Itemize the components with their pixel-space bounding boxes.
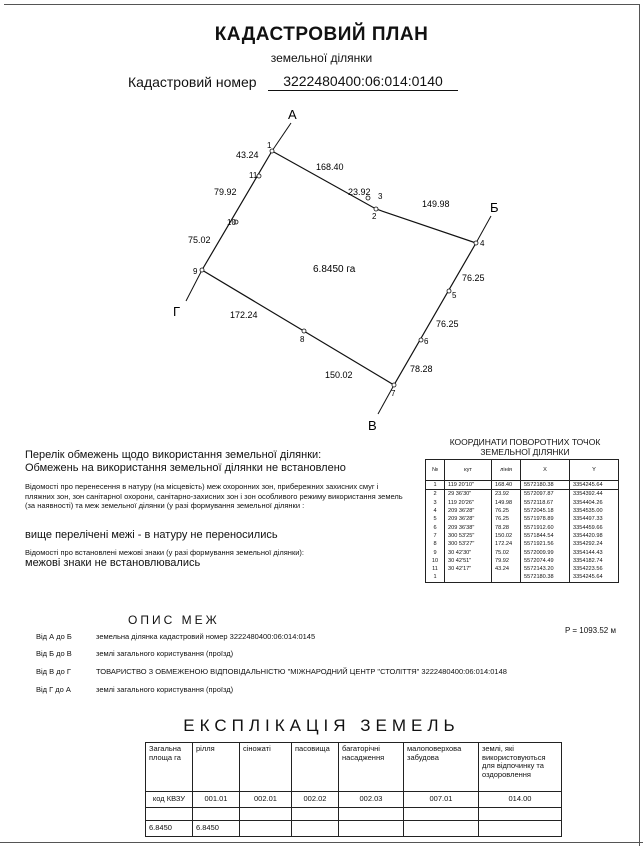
point-marker-8 — [302, 329, 306, 333]
coord-row — [426, 565, 619, 573]
coord-cell: 3 — [426, 499, 445, 507]
signs-value: межові знаки не встановлювались — [25, 557, 201, 569]
coord-cell: 149.98 — [492, 499, 521, 507]
point-marker-5 — [447, 289, 451, 293]
expl-code-label: код КВЗУ — [146, 792, 193, 808]
corner-a-pointer — [272, 123, 291, 151]
boundary-item — [36, 632, 315, 641]
coord-cell: 5572097.87 — [521, 490, 570, 499]
coord-cell: 209 36'38" — [445, 523, 492, 531]
segment-length: 172.24 — [230, 310, 258, 320]
expl-value — [292, 821, 339, 837]
expl-value — [479, 821, 562, 837]
coord-cell: 5572045.18 — [521, 507, 570, 515]
segment-length: 168.40 — [316, 162, 344, 172]
corner-label-b: Б — [490, 200, 499, 215]
boundary-text: землі загального користування (проїзд) — [96, 685, 234, 694]
coord-cell: 7 — [426, 532, 445, 540]
segment-length: 150.02 — [325, 370, 353, 380]
coord-cell: 3354420.98 — [570, 532, 619, 540]
point-marker-9 — [200, 268, 204, 272]
corner-label-a: А — [288, 107, 297, 122]
coord-cell: 79.92 — [492, 557, 521, 565]
boundary-item — [36, 667, 507, 676]
coord-cell: 3354245.64 — [570, 481, 619, 490]
coord-cell: 5 — [426, 515, 445, 523]
coord-cell: 119 20'26" — [445, 499, 492, 507]
coord-cell: 30 42'30" — [445, 548, 492, 556]
coord-header: X — [521, 460, 570, 481]
boundary-item — [36, 649, 233, 658]
coord-cell: 8 — [426, 540, 445, 548]
coord-cell: 78.28 — [492, 523, 521, 531]
coord-cell: 300 53'25" — [445, 532, 492, 540]
segment-length: 76.25 — [462, 273, 485, 283]
expl-code: 002.03 — [339, 792, 404, 808]
expl-value — [339, 821, 404, 837]
coord-cell: 5571912.60 — [521, 523, 570, 531]
boundary-text: земельна ділянка кадастровий номер 3222480400:06:014:0145 — [96, 632, 316, 641]
expl-header: сіножаті — [240, 743, 292, 792]
expl-value — [240, 821, 292, 837]
segment-length: 43.24 — [236, 150, 259, 160]
coord-header: № — [426, 460, 445, 481]
coord-row — [426, 523, 619, 531]
coord-row — [426, 481, 619, 490]
segment-length: 75.02 — [188, 235, 211, 245]
point-marker-4 — [474, 241, 478, 245]
point-label: 11 — [249, 171, 258, 180]
coord-cell: 5571921.56 — [521, 540, 570, 548]
coord-header: лінія — [492, 460, 521, 481]
boundary-text: землі загального користування (проїзд) — [96, 649, 234, 658]
expl-value: 6.8450 — [193, 821, 240, 837]
coord-cell: 3354292.24 — [570, 540, 619, 548]
point-label: 8 — [300, 335, 305, 344]
coord-cell: 23.92 — [492, 490, 521, 499]
document-title: КАДАСТРОВИЙ ПЛАН — [214, 24, 429, 45]
coord-cell: 5572143.20 — [521, 565, 570, 573]
coord-cell: 76.25 — [492, 507, 521, 515]
segment-length: 76.25 — [436, 319, 459, 329]
coord-row — [426, 515, 619, 523]
expl-code: 001.01 — [193, 792, 240, 808]
coord-row — [426, 507, 619, 515]
transfer-value: вище перелічені межі - в натуру не переносились — [25, 529, 278, 541]
perimeter: P = 1093.52 м — [565, 626, 616, 635]
coord-cell: 5572180.38 — [521, 481, 570, 490]
coord-cell: 30 42'17" — [445, 565, 492, 573]
coord-row — [426, 499, 619, 507]
coord-cell: 5571844.54 — [521, 532, 570, 540]
boundary-from: Від Б до В — [36, 649, 72, 658]
coord-cell: 3354392.44 — [570, 490, 619, 499]
coord-row — [426, 573, 619, 582]
expl-header: пасовища — [292, 743, 339, 792]
boundaries-title: ОПИС МЕЖ — [128, 613, 220, 627]
explication-table — [145, 742, 562, 837]
coord-cell: 168.40 — [492, 481, 521, 490]
expl-value: 6.8450 — [146, 821, 193, 837]
point-marker-11 — [257, 174, 261, 178]
coord-cell: 11 — [426, 565, 445, 573]
point-label: 5 — [452, 291, 457, 300]
point-label: 1 — [267, 141, 272, 150]
restrictions-heading: Перелік обмежень щодо використання земельної ділянки: — [25, 449, 322, 461]
explication-title: ЕКСПЛІКАЦІЯ ЗЕМЕЛЬ — [183, 716, 460, 735]
coord-cell: 5572180.38 — [521, 573, 570, 582]
coord-row — [426, 532, 619, 540]
coord-cell: 5572074.49 — [521, 557, 570, 565]
coord-row — [426, 540, 619, 548]
restrictions-value: Обмежень на використання земельної ділянки не встановлено — [25, 462, 346, 474]
coord-cell: 3354223.56 — [570, 565, 619, 573]
boundary-item — [36, 685, 233, 694]
coord-cell: 5572009.99 — [521, 548, 570, 556]
coordinates-title-line2: ЗЕМЕЛЬНОЇ ДІЛЯНКИ — [480, 447, 570, 457]
expl-value — [404, 821, 479, 837]
point-marker-7 — [392, 383, 396, 387]
coord-cell: 3354182.74 — [570, 557, 619, 565]
expl-code: 002.02 — [292, 792, 339, 808]
coord-cell: 5572118.67 — [521, 499, 570, 507]
coord-cell: 4 — [426, 507, 445, 515]
coord-header: Y — [570, 460, 619, 481]
boundary-from: Від В до Г — [36, 667, 71, 676]
coord-row — [426, 490, 619, 499]
point-label: 10 — [227, 218, 236, 227]
point-marker-6 — [419, 338, 423, 342]
point-marker-2 — [374, 207, 378, 211]
signs-info: Відомості про встановлені межові знаки (у разі формування земельної ділянки): — [25, 548, 304, 557]
coord-cell: 209 36'28" — [445, 507, 492, 515]
coord-cell: 29 36'30" — [445, 490, 492, 499]
coord-cell — [492, 573, 521, 582]
transfer-info: Відомості про перенесення в натуру (на місцевість) меж охоронних зон, прибережних захисних смуг і пляжних зон, зон санітарної охорони, санітарно-захисних зон і зон особливого режиму використання земель (за наявності) та меж земельної ділянки (у разі формування земельної ділянки : — [25, 482, 403, 511]
expl-code: 014.00 — [479, 792, 562, 808]
cadastral-number-value: 3222480400:06:014:0140 — [268, 73, 458, 91]
coord-cell: 1 — [426, 573, 445, 582]
document-subtitle: земельної ділянки — [270, 51, 373, 65]
point-label: 7 — [391, 389, 396, 398]
segment-length: 79.92 — [214, 187, 237, 197]
expl-code: 007.01 — [404, 792, 479, 808]
coord-row — [426, 548, 619, 556]
coord-row — [426, 557, 619, 565]
parcel-area: 6.8450 га — [313, 264, 356, 275]
corner-label-v: В — [368, 418, 377, 433]
expl-header: малоповерхова забудова — [404, 743, 479, 792]
coord-cell: 150.02 — [492, 532, 521, 540]
coord-cell: 3354535.00 — [570, 507, 619, 515]
coord-header: кут — [445, 460, 492, 481]
expl-header: землі, які використовуються для відпочинку та оздоровлення — [479, 743, 562, 792]
coordinates-title-line1: КООРДИНАТИ ПОВОРОТНИХ ТОЧОК — [449, 437, 601, 447]
point-label: 4 — [480, 239, 485, 248]
coord-cell: 5571978.89 — [521, 515, 570, 523]
expl-header: багаторічні насадження — [339, 743, 404, 792]
coord-cell: 3354144.43 — [570, 548, 619, 556]
point-label: 3 — [378, 192, 383, 201]
boundary-from: Від А до Б — [36, 632, 72, 641]
boundary-from: Від Г до А — [36, 685, 71, 694]
expl-header: рілля — [193, 743, 240, 792]
coord-cell: 1 — [426, 481, 445, 490]
coord-cell: 3354245.64 — [570, 573, 619, 582]
coord-cell: 75.02 — [492, 548, 521, 556]
coord-cell: 3354497.33 — [570, 515, 619, 523]
expl-code: 002.01 — [240, 792, 292, 808]
coord-cell: 43.24 — [492, 565, 521, 573]
segment-length: 23.92 — [348, 187, 371, 197]
coord-cell: 6 — [426, 523, 445, 531]
page-bottom-rule — [0, 842, 643, 843]
coord-cell — [445, 573, 492, 582]
segment-length: 78.28 — [410, 364, 433, 374]
cadastral-number-label: Кадастровий номер — [128, 74, 257, 90]
coord-cell: 300 53'27" — [445, 540, 492, 548]
coordinates-table — [425, 459, 619, 583]
coord-cell: 30 42'51" — [445, 557, 492, 565]
point-label: 9 — [193, 267, 198, 276]
coord-cell: 209 36'28" — [445, 515, 492, 523]
point-label: 6 — [424, 337, 429, 346]
segment-length: 149.98 — [422, 199, 450, 209]
coord-cell: 119 20'10" — [445, 481, 492, 490]
coordinates-title — [420, 437, 630, 457]
coord-cell: 9 — [426, 548, 445, 556]
coord-cell: 10 — [426, 557, 445, 565]
boundary-text: ТОВАРИСТВО З ОБМЕЖЕНОЮ ВІДПОВІДАЛЬНІСТЮ "МІЖНАРОДНИЙ ЦЕНТР "СТОЛІТТЯ" 3222480400:06:014:0148 — [96, 667, 507, 676]
expl-header: Загальна площа га — [146, 743, 193, 792]
corner-label-g: Г — [173, 304, 181, 319]
coord-cell: 3354459.66 — [570, 523, 619, 531]
coord-cell: 3354404.26 — [570, 499, 619, 507]
point-label: 2 — [372, 212, 377, 221]
coord-cell: 76.25 — [492, 515, 521, 523]
coord-cell: 2 — [426, 490, 445, 499]
coord-cell: 172.24 — [492, 540, 521, 548]
